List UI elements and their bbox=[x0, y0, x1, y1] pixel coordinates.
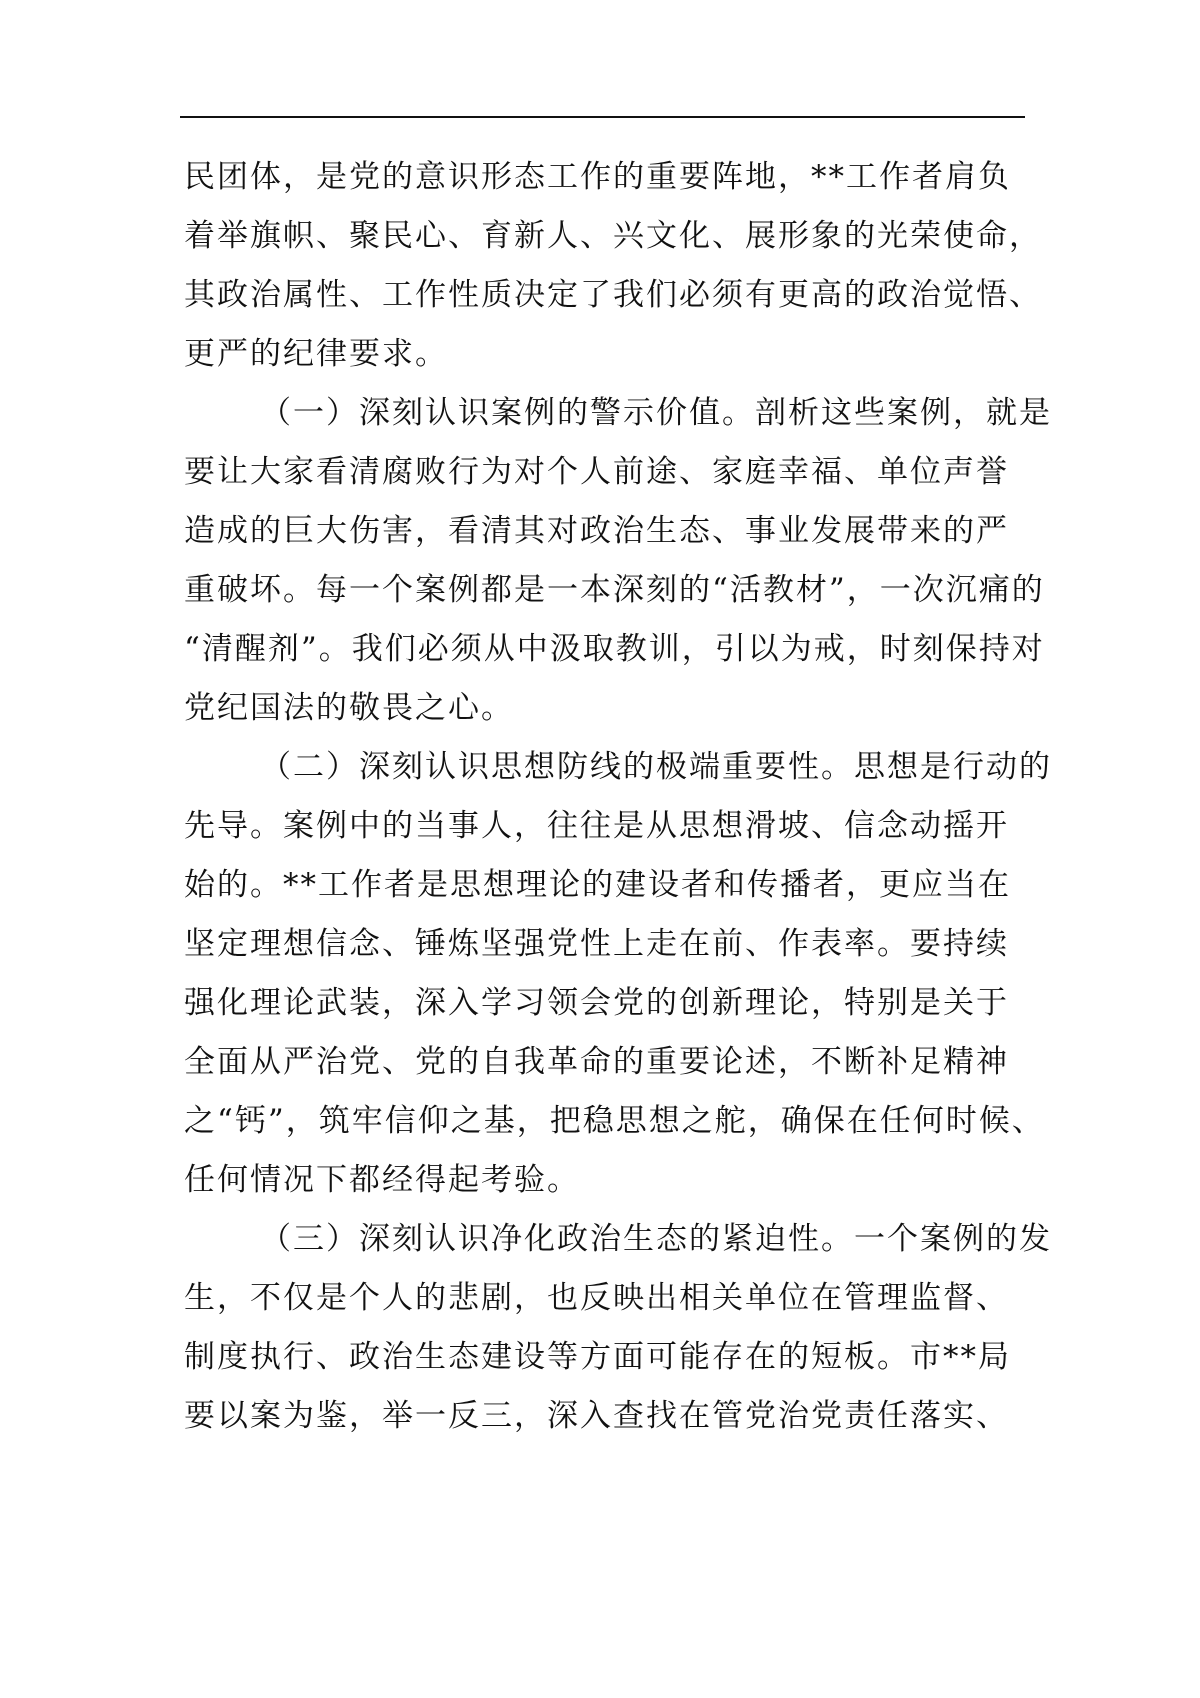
paragraph-heading-3: （三）深刻认识净化政治生态的紧迫性。一个案例的发 bbox=[260, 1221, 1052, 1257]
text-line: 之“钙”，筑牢信仰之基，把稳思想之舵，确保在任何时候、 bbox=[184, 1103, 1045, 1139]
header-rule bbox=[180, 116, 1025, 118]
paragraph-heading-2: （二）深刻认识思想防线的极端重要性。思想是行动的 bbox=[260, 749, 1052, 785]
text-line: 党纪国法的敬畏之心。 bbox=[184, 690, 514, 726]
text-line: 强化理论武装，深入学习领会党的创新理论，特别是关于 bbox=[184, 985, 1009, 1021]
text-line: 先导。案例中的当事人，往往是从思想滑坡、信念动摇开 bbox=[184, 808, 1009, 844]
text-line: 坚定理想信念、锤炼坚强党性上走在前、作表率。要持续 bbox=[184, 926, 1009, 962]
text-line: 着举旗帜、聚民心、育新人、兴文化、展形象的光荣使命， bbox=[184, 218, 1042, 254]
text-line: 重破坏。每一个案例都是一本深刻的“活教材”，一次沉痛的 bbox=[184, 572, 1045, 608]
text-line: 造成的巨大伤害，看清其对政治生态、事业发展带来的严 bbox=[184, 513, 1009, 549]
text-line: “清醒剂”。我们必须从中汲取教训，引以为戒，时刻保持对 bbox=[184, 631, 1045, 667]
text-line: 民团体，是党的意识形态工作的重要阵地，**工作者肩负 bbox=[184, 159, 1011, 195]
text-line: 始的。**工作者是思想理论的建设者和传播者，更应当在 bbox=[184, 867, 1011, 903]
text-line: 生，不仅是个人的悲剧，也反映出相关单位在管理监督、 bbox=[184, 1280, 1009, 1316]
text-line: 任何情况下都经得起考验。 bbox=[184, 1162, 580, 1198]
text-line: 其政治属性、工作性质决定了我们必须有更高的政治觉悟、 bbox=[184, 277, 1042, 313]
text-line: 全面从严治党、党的自我革命的重要论述，不断补足精神 bbox=[184, 1044, 1009, 1080]
paragraph-heading-1: （一）深刻认识案例的警示价值。剖析这些案例，就是 bbox=[260, 395, 1052, 431]
text-line: 要让大家看清腐败行为对个人前途、家庭幸福、单位声誉 bbox=[184, 454, 1009, 490]
text-line: 更严的纪律要求。 bbox=[184, 336, 448, 372]
document-body bbox=[184, 148, 1052, 1446]
text-line: 制度执行、政治生态建设等方面可能存在的短板。市**局 bbox=[184, 1339, 1011, 1375]
text-line: 要以案为鉴，举一反三，深入查找在管党治党责任落实、 bbox=[184, 1398, 1009, 1434]
